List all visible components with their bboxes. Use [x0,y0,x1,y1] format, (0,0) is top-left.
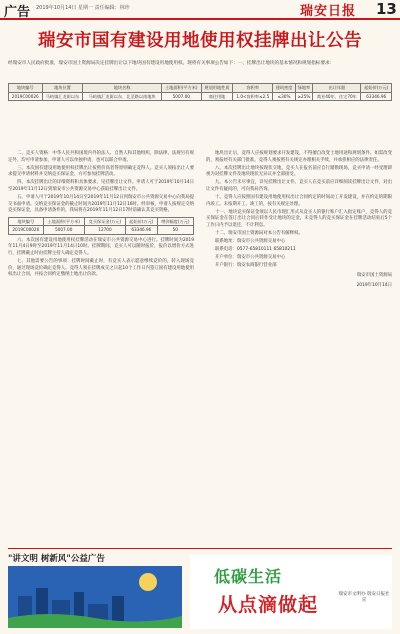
section-label: 广告 [4,5,31,20]
table-header-cell: 地块编号 [9,217,44,226]
table-header-cell: 建筑密度 [273,84,295,93]
city-skyline-illustration [8,566,182,628]
table-header-cell: 土地面积(平方米) [43,217,84,226]
table-cell: 12700 [84,226,125,235]
article-paragraph: 十一、地块竞买保证金须以人民币现汇形式从竞买人的银行账户汇入指定账户，竞得人的竞买保证金在签订出让合同后转作受让地块的定金，未竞得人的竞买保证金在挂牌活动结束后5个工作日内予以退还，不计利息。 [206,209,392,228]
newspaper-logo: 瑞安日报 [300,4,357,19]
table-header-cell: 地块名称 [83,84,161,93]
signature-org: 瑞安市国土资源局 [356,273,392,278]
table-cell: 50 [157,226,193,235]
table-header-cell: 地块编号 [9,84,43,93]
table-header-cell: 地块位置 [42,84,83,93]
ad-slogan-1: 低碳生活 [214,567,283,586]
article-paragraph: 三、本次国有建设用地使用权挂牌出让按照价高者得原则确定竞得人。竞买人须按出让人要求提交申请材料并交纳竞买保证金，方可参加挂牌活动。 [8,165,194,178]
ad-banner: "讲文明 树新风"公益广告 [8,554,105,564]
article-intro: 经瑞安市人民政府批准，瑞安市国土资源局决定挂牌出让以下地块国有建设用地使用权。现将有关事项公告如下：一、挂牌出让地块的基本情况和规划指标要求： [8,61,335,66]
table-header-cell: 土地面积(平方米) [161,84,201,93]
table-header-cell: 起始价(万元) [361,84,392,93]
article-column-left [8,151,194,280]
ad-slogan-2: 从点滴做起 [218,594,319,616]
table-row [9,92,392,101]
article-paragraph: 二、竞买人资格：中华人民共和国境内外的法人、自然人和其他组织，除法律、法规另有规定外，均可申请参加，申请人可以单独申请，也可以联合申请。 [8,151,194,163]
table-cell: 2019C00026 [9,92,43,101]
article-paragraph: 十二、瑞安市国土资源局对本公告有解释权。 [215,231,303,237]
ad-image [8,566,182,628]
table-cell: 商住用地 [201,92,233,101]
table-header-cell: 起始价(万元) [126,217,158,226]
article-paragraph: 五、申请人可于2019年10月14日至2019年11月12日到瑞安市公共资源交易中心向我局提交书面申请。交纳竞买保证金的截止时间为2019年11月12日16时。经审核，申请人按规定交纳竞买保证金，具备申请条件的，我局将在2019年11月12日17时前确认其竞买资格。 [8,195,195,214]
ad-organizer: 瑞安市文明办 瑞安日报社 宣 [338,592,390,603]
table-cell: ≥25% [295,92,313,101]
article-title: 瑞安市国有建设用地使用权挂牌出让公告 [38,31,362,51]
page-header [0,0,400,20]
table-cell: 马屿镇汇龙街以东 [42,92,83,101]
signature-date: 2019年10月14日 [356,282,392,288]
table-header-cell: 出让年限 [313,84,361,93]
page-number: 13 [376,0,397,18]
table-header-cell: 规划用地性质 [201,84,233,93]
table-cell: 5007.00 [161,92,201,101]
table-cell: 1.0<容积率≤2.5 [233,92,273,101]
table-cell: 2019C00026 [9,226,44,235]
contact-line: 联系地址：瑞安市公共资源交易中心 [215,239,286,245]
issue-meta: 2019年10月14日 星期一 责任编辑：林珍 [36,5,130,11]
table-row [9,226,194,235]
deposit-table [8,217,194,235]
article-paragraph: 十、竞得人应按照国有建设用地使用权出让合同约定的时间动工开发建设，并在约定的期限内竣工。未按期开工、竣工的，按有关规定处理。 [206,195,392,207]
table-cell: 63346.96 [361,92,392,101]
table-header-row [9,84,392,93]
article-paragraph: 九、本公告未尽事宜，详见挂牌出让文件。竞买人在竞买前应详细阅读挂牌出让文件，对出让文件有疑问的，可向我局咨询。 [206,180,392,192]
table-header-cell: 容积率 [233,84,273,93]
article-paragraph: 四、本次挂牌出让的详细资料和具体要求，见挂牌出让文件。申请人可于2019年10月14日至2019年11月12日到瑞安市公共资源交易中心获取挂牌出让文件。 [8,180,194,192]
table-header-cell: 竞买保证金(万元) [84,217,125,226]
article-paragraph: 七、其他需要公告的事项：挂牌时间截止时，有竞买人表示愿意继续竞价的，转入现场竞价，通过现场竞价确定竞得人。竞得人须在挂牌成交之日起10个工作日内签订国有建设用地使用权出让合同，并按合同约定缴纳土地出让价款。 [8,259,194,278]
table-header-row [9,217,194,226]
contact-line: 联系电话：0577-65810111 65810211 [215,247,296,253]
table-cell: ≤30% [273,92,295,101]
article-paragraph: 地块出让后，竞得人应按规划要求开发建设，不得擅自改变土地用途和规划条件。如需改变的，须报经有关部门批准。竞得人须按照有关规定办理相关手续，并承担相应的法律责任。 [206,151,392,163]
article-paragraph: 六、本次国有建设用地使用权挂牌活动在瑞安市公共资源交易中心进行。挂牌时间为2019年11月4日9时至2019年11月14日10时。挂牌期间，竞买人可以随时报价，报价以增价方式进行，挂牌截止时由挂牌主持人确定竞得人。 [8,237,194,257]
table-header-cell: 增价幅度(万元) [157,217,193,226]
article-column-right [206,151,392,289]
table-cell: 5007.00 [43,226,84,235]
article-paragraph: 八、本次挂牌出让地块按现状交地，竞买人在报名前应自行踏勘现场，竞买申请一经受理即视为对挂牌文件及地块现状无异议并全部接受。 [206,165,392,178]
table-cell: 63346.96 [126,226,158,235]
table-cell: 马屿镇汇龙街以东、北至路以南地块 [83,92,161,101]
contact-line: 开户单位：瑞安市公共资源交易中心 [215,255,286,261]
table-cell: 商业40年、住宅70年 [313,92,361,101]
table-header-cell: 绿地率 [295,84,313,93]
contact-line: 开户银行：瑞安农商银行营业部 [215,263,277,269]
land-parcel-table [8,83,392,101]
